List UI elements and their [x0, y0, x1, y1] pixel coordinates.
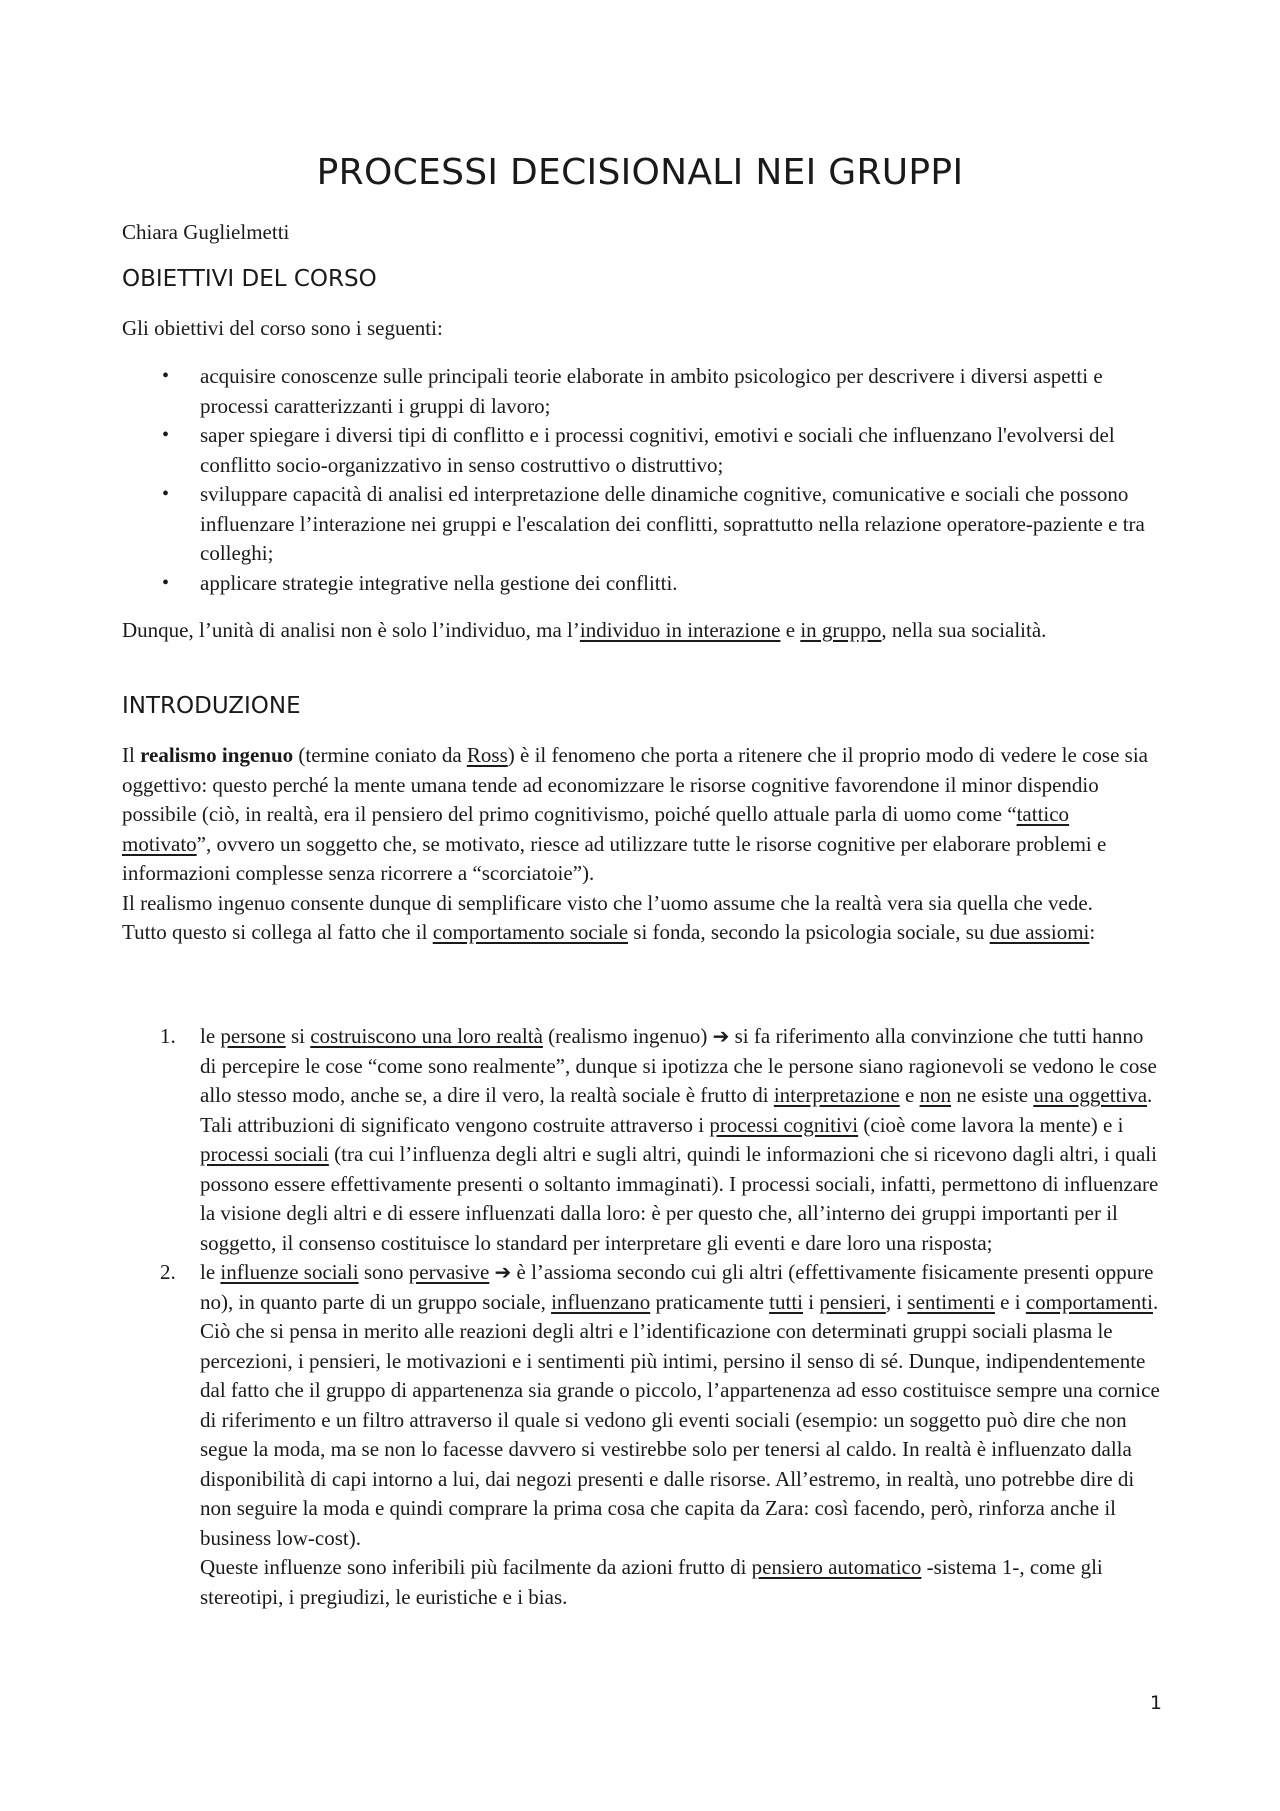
bold-term: realismo ingenuo — [140, 743, 294, 767]
bullet-icon: • — [162, 571, 170, 594]
author-name: Chiara Guglielmetti — [122, 220, 290, 244]
bullet-icon: • — [162, 483, 170, 505]
list-item: • applicare strategie integrative nella gestione dei conflitti. — [122, 569, 1162, 599]
arrow-right-icon: ➔ — [712, 1024, 730, 1048]
objectives-conclusion: Dunque, l’unità di analisi non è solo l’individuo, ma l’individuo in interazione e in gruppo, nella sua socialità. — [122, 618, 1047, 642]
underlined-term: due assiomi — [989, 920, 1090, 944]
intro-paragraph-3: Tutto questo si collega al fatto che il comportamento sociale si fonda, secondo la psicologia sociale, su due assiomi: — [122, 920, 1096, 944]
section-heading-obiettivi: OBIETTIVI DEL CORSO — [122, 266, 377, 292]
underlined-term: tattico motivato — [122, 802, 1070, 856]
intro-paragraph-1: Il realismo ingenuo (termine coniato da Ross) è il fenomeno che porta a ritenere che il proprio modo di vedere le cose sia oggettivo: questo perché la mente umana tende ad economizzare le risorse cognitive favorendone il minor dispendio possibile (ciò, in realtà, era il pensiero del primo cognitivismo, poiché quello attuale parla di uomo come “tattico motivato”, ovvero un soggetto che, se motivato, riesce ad utilizzare tutte le risorse cognitive per elaborare problemi e informazioni complesse senza ricorrere a “scorciatoie”). Il realismo ingenuo consente dunque di semplificare visto che l’uomo assume che la realtà vera sia quella che vede. Tutto questo si collega al fatto che il comportamento sociale si fonda, secondo la psicologia sociale, su due assiomi: — [122, 743, 1148, 944]
list-item: 2. le influenze sociali sono pervasive ➔ è l’assioma secondo cui gli altri (effettivamente fisicamente presenti oppure no), in quanto parte di un gruppo sociale, influenzano praticamente tutti i pensieri, i sentimenti e i comportamenti. Ciò che si pensa in merito alle reazioni degli altri e l’identificazione con determinati gruppi sociali plasma le percezioni, i pensieri, le motivazioni e i sentimenti più intimi, persino il senso di sé. Dunque, indipendentemente dal fatto che il gruppo di appartenenza sia grande o piccolo, l’appartenenza ad esso costituisce sempre una cornice di riferimento e un filtro attraverso il quale si vedono gli eventi sociali (esempio: un soggetto può dire che non segue la moda, ma se non lo facesse davvero si vestirebbe solo per tenersi al caldo. In realtà è influenzato dalla disponibilità di capi intorno a lui, dai negozi presenti e dalle risorse. All’estremo, in realtà, uno potrebbe dire di non seguire la moda e quindi comprare la prima cosa che capita da Zara: così facendo, però, rinforza anche il business low-cost). Queste influenze sono inferibili più facilmente da azioni frutto di pensiero automatico -sistema 1-, come gli stereotipi, i pregiudizi, le euristiche e i bias. — [160, 1260, 1160, 1609]
document-title: PROCESSI DECISIONALI NEI GRUPPI — [316, 152, 964, 193]
axioms-list — [122, 1022, 1162, 1612]
page-number: 1 — [1149, 1692, 1162, 1714]
underlined-term: in gruppo — [800, 618, 882, 642]
list-item: • acquisire conoscenze sulle principali teorie elaborate in ambito psicologico per descrivere i diversi aspetti e processi caratterizzanti i gruppi di lavoro; — [162, 364, 1103, 418]
objectives-intro: Gli obiettivi del corso sono i seguenti: — [122, 316, 443, 340]
underlined-term: comportamento sociale — [432, 920, 629, 944]
intro-paragraph-2: Il realismo ingenuo consente dunque di semplificare visto che l’uomo assume che la realtà vera sia quella che vede. — [122, 890, 1093, 915]
list-item: • sviluppare capacità di analisi ed interpretazione delle dinamiche cognitive, comunicative e sociali che possono influenzare l’interazione nei gruppi e l'escalation dei conflitti, soprattutto nella relazione operatore-paziente e tra colleghi; — [162, 482, 1145, 565]
arrow-right-icon: ➔ — [494, 1260, 512, 1284]
underlined-term: Ross — [466, 743, 508, 767]
list-item: 1. le persone si costruiscono una loro realtà (realismo ingenuo) ➔ si fa riferimento alla convinzione che tutti hanno di percepire le cose “come sono realmente”, dunque si ipotizza che le persone siano ragionevoli se vedono le cose allo stesso modo, anche se, a dire il vero, la realtà sociale è frutto di interpretazione e non ne esiste una oggettiva. Tali attribuzioni di significato vengono costruite attraverso i processi cognitivi (cioè come lavora la mente) e i processi sociali (tra cui l’influenza degli altri e sugli altri, quindi le informazioni che si ricevono dagli altri, i quali possono essere effettivamente presenti o soltanto immaginati). I processi sociali, infatti, permettono di influenzare la visione degli altri e di essere influenzati dalla loro: è per questo che, all’interno dei gruppi importanti per il soggetto, il consenso costituisce lo standard per interpretare gli eventi e dare loro una risposta; — [160, 1024, 1159, 1255]
bullet-icon: • — [162, 424, 170, 446]
objectives-list — [122, 362, 1162, 598]
underlined-term: individuo in interazione — [579, 618, 781, 642]
list-item: • saper spiegare i diversi tipi di conflitto e i processi cognitivi, emotivi e sociali che influenzano l'evolversi del conflitto socio-organizzativo in senso costruttivo o distruttivo; — [162, 423, 1115, 477]
section-heading-introduzione: INTRODUZIONE — [122, 693, 301, 719]
bullet-icon: • — [162, 365, 170, 387]
